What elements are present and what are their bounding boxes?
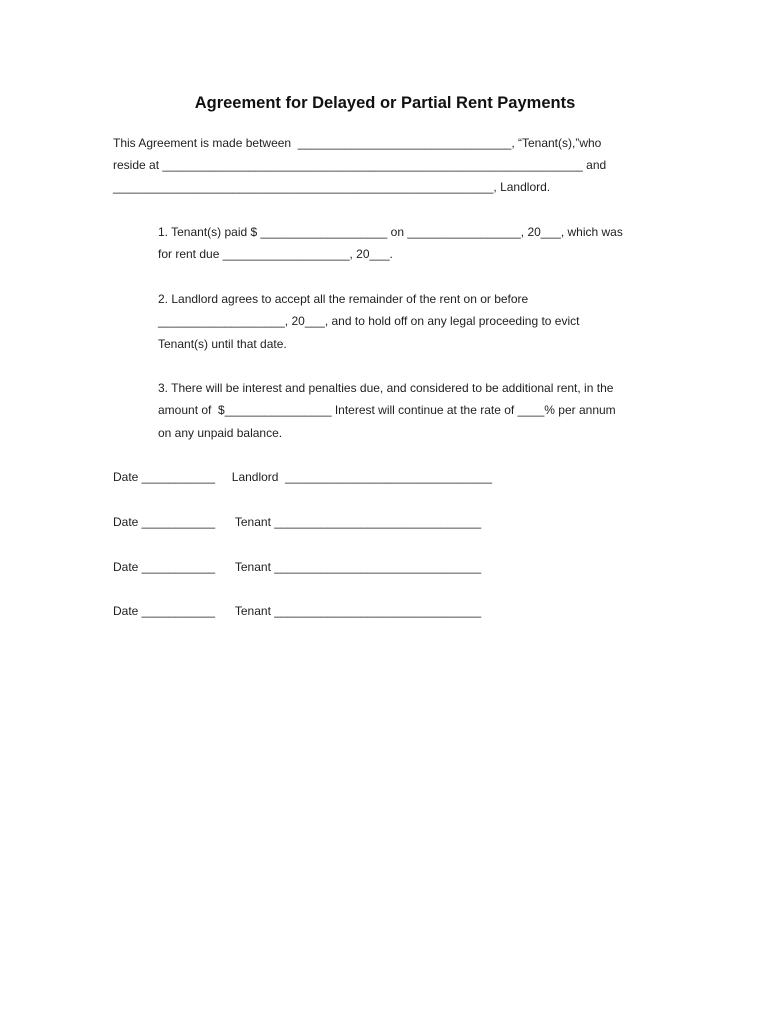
intro-line-1: This Agreement is made between ________________________________, “Tenant(s),”who — [113, 136, 602, 150]
signature-line-tenant-3: Date ___________ Tenant _______________________________ — [113, 604, 482, 618]
clause-1-line-1: 1. Tenant(s) paid $ ___________________ on _________________, 20___, which was — [158, 225, 623, 239]
clause-1-line-2: for rent due ___________________, 20___. — [158, 247, 393, 261]
signature-line-landlord: Date ___________ Landlord _______________________________ — [113, 470, 493, 484]
intro-line-3: _________________________________________________________, Landlord. — [113, 180, 551, 194]
clause-3-line-1: 3. There will be interest and penalties due, and considered to be additional rent, in the — [158, 381, 614, 395]
signature-line-tenant-2: Date ___________ Tenant _______________________________ — [113, 560, 482, 574]
clause-2-line-3: Tenant(s) until that date. — [158, 337, 287, 351]
clause-3-line-3: on any unpaid balance. — [158, 426, 283, 440]
clause-2-line-1: 2. Landlord agrees to accept all the remainder of the rent on or before — [158, 292, 529, 306]
intro-line-2: reside at _______________________________________________________________ and — [113, 158, 607, 172]
clause-3-line-2: amount of $________________ Interest will continue at the rate of ____% per annum — [158, 403, 616, 417]
clause-2-line-2: ___________________, 20___, and to hold off on any legal proceeding to evict — [158, 314, 580, 328]
signature-line-tenant-1: Date ___________ Tenant _______________________________ — [113, 515, 482, 529]
document-title: Agreement for Delayed or Partial Rent Payments — [194, 94, 576, 112]
